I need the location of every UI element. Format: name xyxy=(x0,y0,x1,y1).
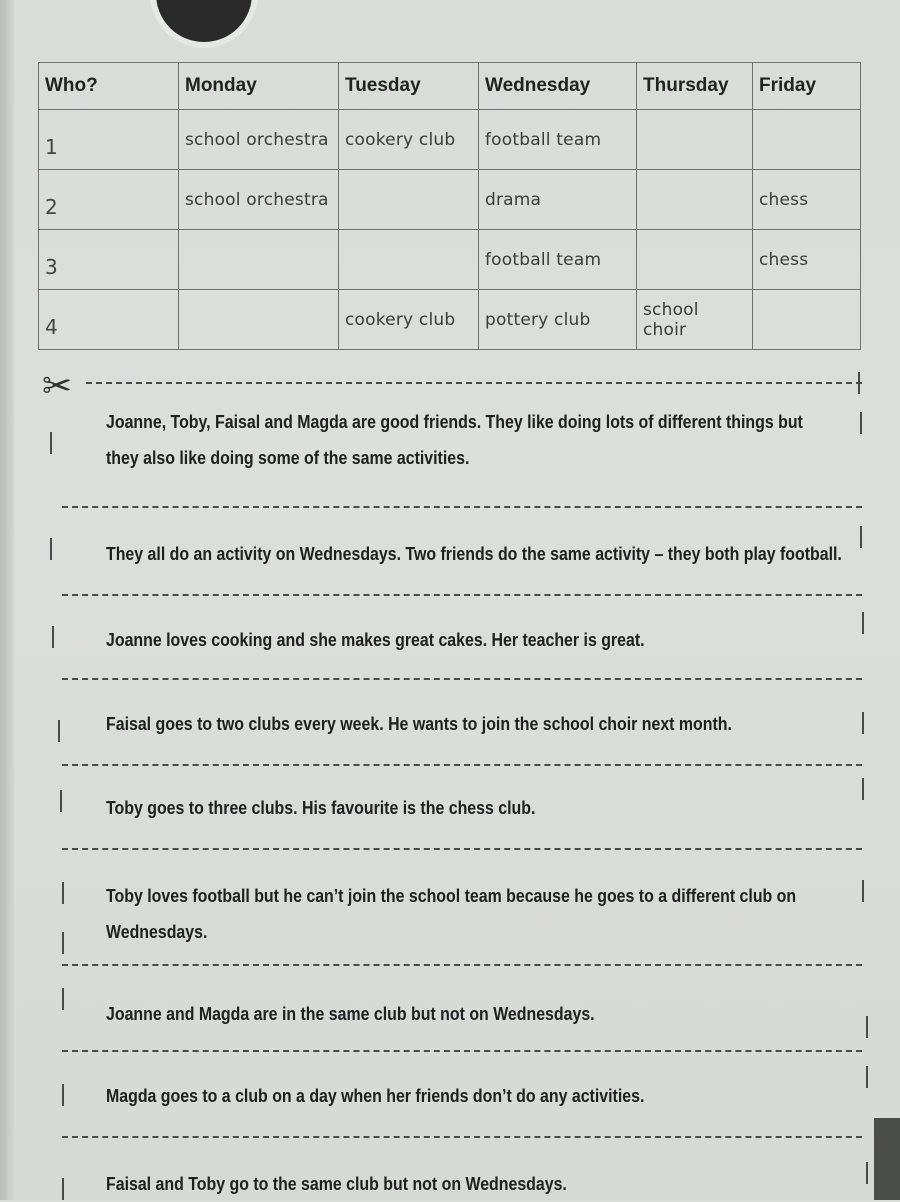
cut-line xyxy=(62,764,862,766)
table-cell xyxy=(637,110,753,170)
clue-strip xyxy=(106,790,760,826)
page-logo-circle xyxy=(150,0,258,48)
cut-line-edge xyxy=(50,538,52,560)
table-cell xyxy=(753,290,861,350)
cut-line xyxy=(62,506,862,508)
table-cell: chess xyxy=(753,170,861,230)
cut-line-edge xyxy=(62,988,64,1010)
cut-line-edge xyxy=(858,372,860,394)
table-header-row xyxy=(39,63,861,110)
cut-line xyxy=(86,382,862,384)
header-who: Who? xyxy=(39,63,179,110)
table-cell: football team xyxy=(479,110,637,170)
table-cell xyxy=(179,290,339,350)
table-cell: school choir xyxy=(637,290,753,350)
clue-strip xyxy=(106,1078,760,1114)
table-cell: pottery club xyxy=(479,290,637,350)
cut-line xyxy=(62,678,862,680)
cut-line-edge xyxy=(866,1016,868,1038)
clue-strip xyxy=(106,622,760,658)
clue-strip xyxy=(106,706,760,742)
table-cell: school orchestra xyxy=(179,110,339,170)
table-row xyxy=(39,290,861,350)
clue-line: Joanne, Toby, Faisal and Magda are good friends. They like doing lots of different things but xyxy=(106,411,803,432)
clue-strip xyxy=(106,404,803,476)
page-edge xyxy=(0,0,14,1200)
table-cell xyxy=(637,170,753,230)
header-tuesday: Tuesday xyxy=(339,63,479,110)
clue-line: Toby goes to three clubs. His favourite is the chess club. xyxy=(106,797,536,818)
table-cell: cookery club xyxy=(339,290,479,350)
cut-line-edge xyxy=(60,790,62,812)
clue-line: Joanne and Magda are in the same club but not on Wednesdays. xyxy=(106,1003,595,1024)
cut-line-edge xyxy=(52,626,54,648)
table-row xyxy=(39,230,861,290)
header-thursday: Thursday xyxy=(637,63,753,110)
table-cell: 2 xyxy=(39,170,179,230)
background-corner xyxy=(874,1118,900,1200)
cut-out-clues xyxy=(40,360,870,1200)
table-cell: chess xyxy=(753,230,861,290)
clue-line: Joanne loves cooking and she makes great cakes. Her teacher is great. xyxy=(106,629,645,650)
cut-line-edge xyxy=(62,1084,64,1106)
cut-line-edge xyxy=(58,720,60,742)
table-cell: 4 xyxy=(39,290,179,350)
cut-line-edge xyxy=(866,1066,868,1088)
cut-line-edge xyxy=(50,432,52,454)
table-row xyxy=(39,110,861,170)
table-cell: cookery club xyxy=(339,110,479,170)
cut-line-edge xyxy=(860,526,862,548)
cut-line-edge xyxy=(62,1178,64,1200)
header-friday: Friday xyxy=(753,63,861,110)
clue-line: Faisal goes to two clubs every week. He wants to join the school choir next month. xyxy=(106,713,732,734)
activities-table xyxy=(38,62,861,350)
table-cell xyxy=(637,230,753,290)
table-cell: school orchestra xyxy=(179,170,339,230)
table-cell: drama xyxy=(479,170,637,230)
cut-line xyxy=(62,594,862,596)
table-cell xyxy=(339,170,479,230)
clue-line: Magda goes to a club on a day when her friends don’t do any activities. xyxy=(106,1085,645,1106)
cut-line-edge xyxy=(862,880,864,902)
clue-strip xyxy=(106,996,760,1032)
table-row xyxy=(39,170,861,230)
table-cell: 1 xyxy=(39,110,179,170)
clue-strip xyxy=(106,536,842,572)
table-cell xyxy=(753,110,861,170)
cut-line-edge xyxy=(866,1162,868,1184)
cut-line xyxy=(62,1136,862,1138)
cut-line xyxy=(62,848,862,850)
cut-line-edge xyxy=(62,882,64,904)
table-cell: football team xyxy=(479,230,637,290)
clue-line: They all do an activity on Wednesdays. Two friends do the same activity – they both play football. xyxy=(106,543,842,564)
cut-line xyxy=(62,1050,862,1052)
cut-line-edge xyxy=(862,612,864,634)
table-cell xyxy=(179,230,339,290)
cut-line-edge xyxy=(862,778,864,800)
cut-line-edge xyxy=(62,932,64,954)
cut-line-edge xyxy=(862,712,864,734)
cut-line-edge xyxy=(860,412,862,434)
clue-line: Wednesdays. xyxy=(106,921,208,943)
header-monday: Monday xyxy=(179,63,339,110)
clue-line: Toby loves football but he can’t join the school team because he goes to a different club on xyxy=(106,885,797,906)
scissors-icon: ✂ xyxy=(42,365,73,406)
clue-line: they also like doing some of the same activities. xyxy=(106,447,470,469)
header-wednesday: Wednesday xyxy=(479,63,637,110)
table-cell xyxy=(339,230,479,290)
clue-strip xyxy=(106,1166,760,1202)
cut-line xyxy=(62,964,862,966)
clue-line: Faisal and Toby go to the same club but not on Wednesdays. xyxy=(106,1173,567,1194)
clue-strip xyxy=(106,878,797,950)
table-cell: 3 xyxy=(39,230,179,290)
